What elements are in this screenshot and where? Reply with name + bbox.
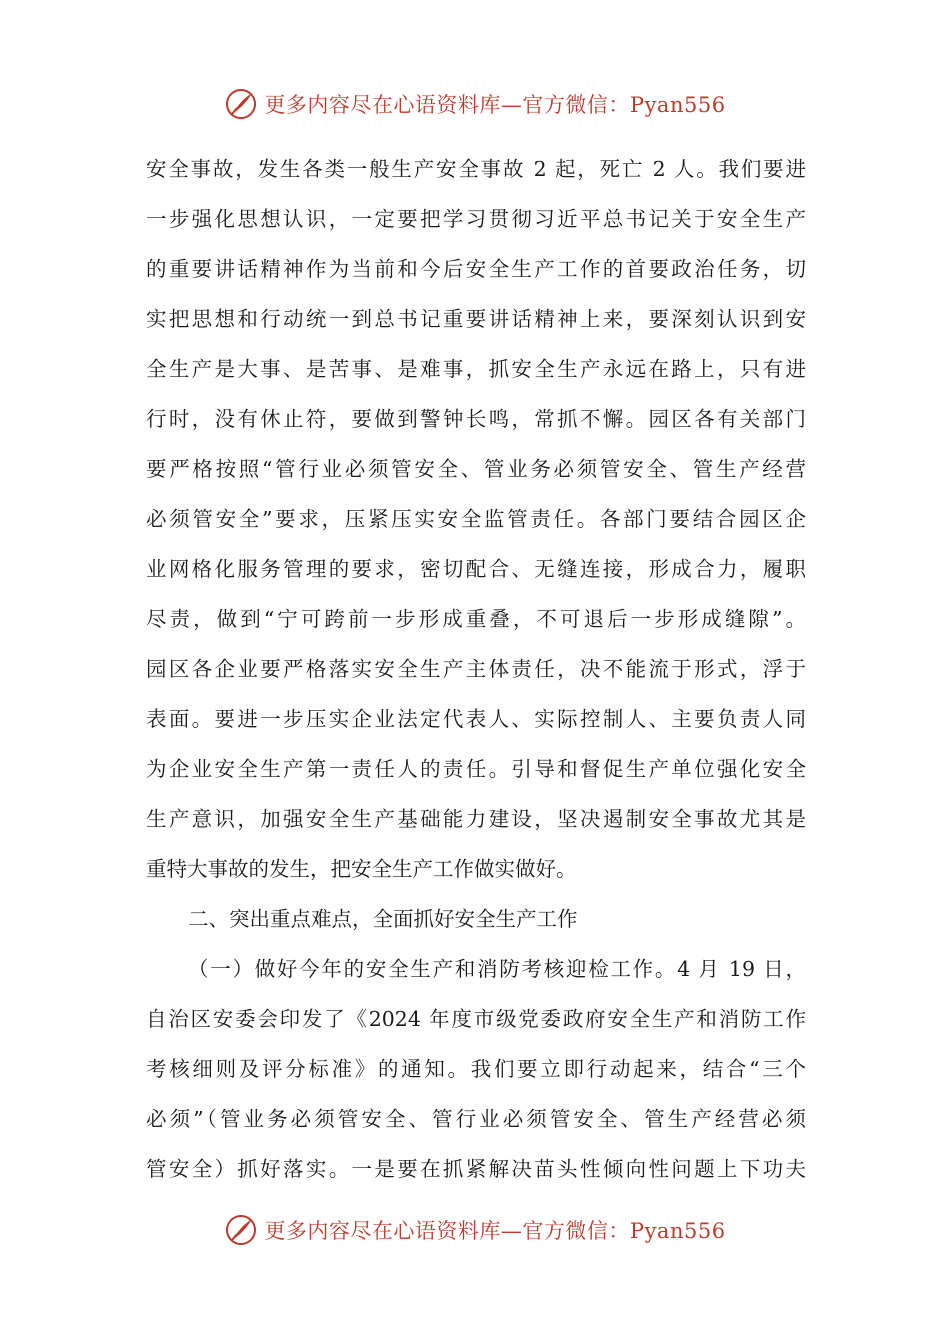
body-line: 安全事故，发生各类一般生产安全事故 2 起，死亡 2 人。我们要进 xyxy=(146,157,806,181)
body-line: 考核细则及评分标准》的通知。我们要立即行动起来，结合“三个 xyxy=(146,1057,806,1081)
section-heading: 二、突出重点难点，全面抓好安全生产工作 xyxy=(188,907,578,931)
body-line: 表面。要进一步压实企业法定代表人、实际控制人、主要负责人同 xyxy=(146,707,806,731)
footer-banner xyxy=(0,1210,950,1250)
document-body xyxy=(146,150,806,1200)
body-line: 要严格按照“管行业必须管安全、管业务必须管安全、管生产经营 xyxy=(146,457,806,481)
body-line: 园区各企业要严格落实安全生产主体责任，决不能流于形式，浮于 xyxy=(146,657,806,681)
body-line: 必须管安全”要求，压紧压实安全监管责任。各部门要结合园区企 xyxy=(146,507,806,531)
body-line: 生产意识，加强安全生产基础能力建设，坚决遏制安全事故尤其是 xyxy=(146,807,806,831)
body-line: 行时，没有休止符，要做到警钟长鸣，常抓不懈。园区各有关部门 xyxy=(146,407,806,431)
header-banner xyxy=(0,84,950,124)
quill-logo-icon xyxy=(224,87,258,121)
body-line: 管安全）抓好落实。一是要在抓紧解决苗头性倾向性问题上下功夫 xyxy=(146,1157,806,1181)
body-line: 自治区安委会印发了《2024 年度市级党委政府安全生产和消防工作 xyxy=(146,1007,806,1031)
body-line: 为企业安全生产第一责任人的责任。引导和督促生产单位强化安全 xyxy=(146,757,806,781)
body-line: 的重要讲话精神作为当前和今后安全生产工作的首要政治任务，切 xyxy=(146,257,806,281)
footer-banner-text: 更多内容尽在心语资料库—官方微信：Pyan556 xyxy=(264,1219,726,1243)
quill-logo-icon xyxy=(224,1213,258,1247)
header-banner-text: 更多内容尽在心语资料库—官方微信：Pyan556 xyxy=(264,93,726,117)
subsection-line: （一）做好今年的安全生产和消防考核迎检工作。4 月 19 日， xyxy=(188,957,806,981)
body-line: 尽责，做到“宁可跨前一步形成重叠，不可退后一步形成缝隙”。 xyxy=(146,607,806,631)
body-line: 全生产是大事、是苦事、是难事，抓安全生产永远在路上，只有进 xyxy=(146,357,806,381)
body-line: 实把思想和行动统一到总书记重要讲话精神上来，要深刻认识到安 xyxy=(146,307,806,331)
body-line: 必须”（管业务必须管安全、管行业必须管安全、管生产经营必须 xyxy=(146,1107,806,1131)
body-line: 重特大事故的发生，把安全生产工作做实做好。 xyxy=(146,857,577,881)
body-line: 一步强化思想认识，一定要把学习贯彻习近平总书记关于安全生产 xyxy=(146,207,806,231)
body-line: 业网格化服务管理的要求，密切配合、无缝连接，形成合力，履职 xyxy=(146,557,806,581)
